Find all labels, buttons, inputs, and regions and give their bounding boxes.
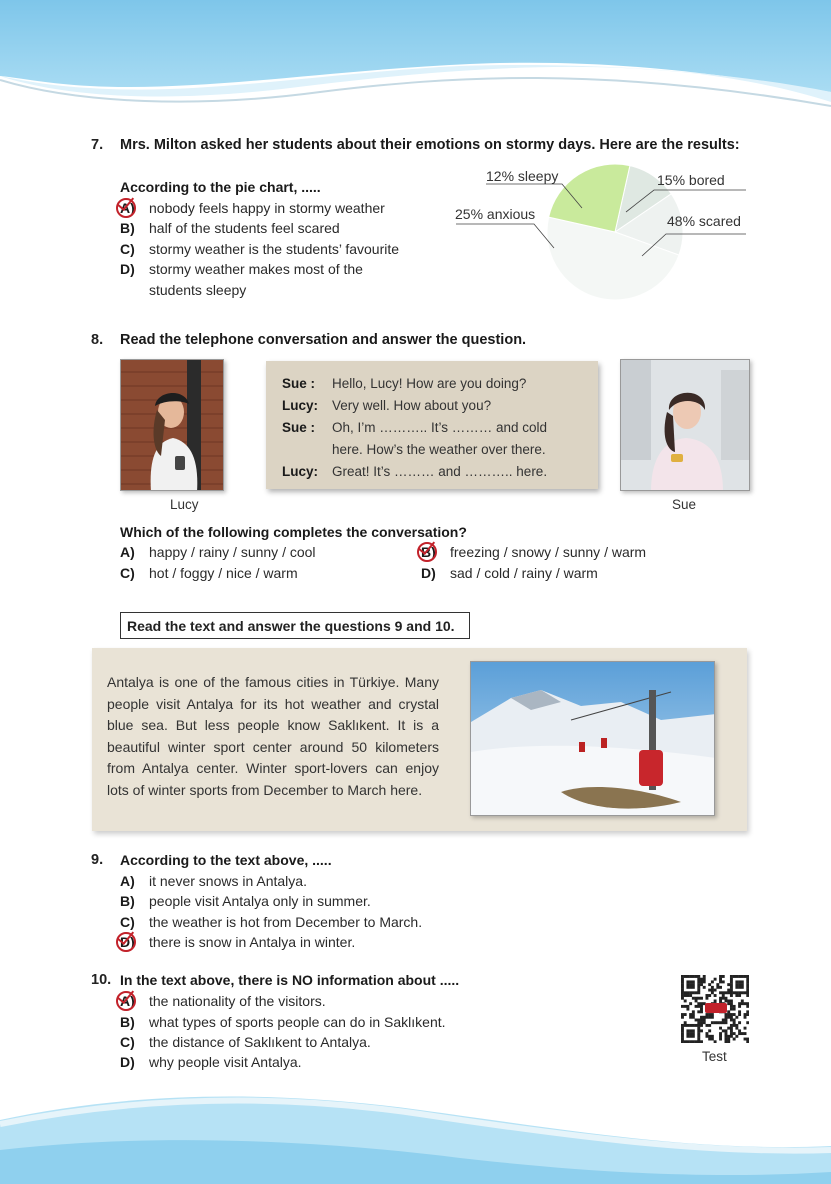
q7-option-a[interactable]	[120, 200, 385, 216]
option-text: the weather is hot from December to March.	[149, 914, 423, 930]
option-text: hot / foggy / nice / warm	[149, 565, 298, 581]
question-9-number: 9.	[91, 852, 104, 868]
conversation-line	[282, 395, 588, 417]
option-letter: D)	[421, 565, 436, 581]
option-letter: C)	[120, 241, 135, 257]
option-letter: B)	[120, 220, 135, 236]
q10-option-c[interactable]	[120, 1034, 371, 1050]
sue-photo	[620, 359, 750, 491]
option-letter: B)	[120, 893, 135, 909]
answer-check-mark-icon	[116, 991, 136, 1011]
conversation-line-continuation: here. How’s the weather over there.	[332, 442, 546, 457]
q9-option-d[interactable]	[120, 934, 355, 950]
option-letter: A)	[120, 873, 135, 889]
qr-code-label: Test	[702, 1049, 727, 1064]
answer-check-mark-icon	[116, 198, 136, 218]
option-letter: D)	[120, 1054, 135, 1070]
saklikent-ski-photo	[470, 661, 715, 816]
question-7-number: 7.	[91, 137, 104, 153]
lucy-caption: Lucy	[170, 497, 199, 512]
conversation-line	[282, 373, 588, 395]
q9-option-b[interactable]	[120, 893, 371, 909]
option-letter: B)	[421, 544, 436, 560]
footer-wave-decoration	[0, 1080, 831, 1184]
pie-label-scared: 48% scared	[667, 213, 741, 229]
line-text: Great! It’s ……… and ……….. here.	[332, 464, 548, 479]
option-text: people visit Antalya only in summer.	[149, 893, 371, 909]
option-letter: D)	[120, 934, 135, 950]
line-text: Very well. How about you?	[332, 398, 492, 413]
speaker-name: Lucy:	[282, 398, 319, 413]
option-text: nobody feels happy in stormy weather	[149, 200, 385, 216]
conversation-line	[282, 417, 588, 439]
option-letter: C)	[120, 1034, 135, 1050]
answer-check-mark-icon	[116, 932, 136, 952]
option-text: the nationality of the visitors.	[149, 993, 326, 1009]
sue-caption: Sue	[672, 497, 697, 512]
header-wave-decoration	[0, 0, 831, 125]
option-text: the distance of Saklıkent to Antalya.	[149, 1034, 371, 1050]
question-7-prompt: Mrs. Milton asked her students about their emotions on stormy days. Here are the results:	[120, 137, 740, 153]
q10-option-d[interactable]	[120, 1054, 302, 1070]
line-text: Oh, I’m ……….. It’s ……… and cold	[332, 420, 548, 435]
question-8-number: 8.	[91, 332, 104, 348]
option-text: there is snow in Antalya in winter.	[149, 934, 356, 950]
question-10-number: 10.	[91, 972, 112, 988]
option-letter: A)	[120, 544, 135, 560]
q7-option-d[interactable]	[120, 261, 363, 277]
option-text: why people visit Antalya.	[149, 1054, 302, 1070]
pie-label-sleepy: 12% sleepy	[486, 168, 559, 184]
option-text: half of the students feel scared	[149, 220, 340, 236]
pie-label-bored: 15% bored	[657, 172, 725, 188]
speaker-name: Sue :	[282, 376, 316, 391]
option-letter: C)	[120, 565, 135, 581]
q9-option-c[interactable]	[120, 914, 422, 930]
q8-option-d[interactable]	[421, 565, 598, 581]
q8-option-a[interactable]	[120, 544, 316, 560]
option-text: it never snows in Antalya.	[149, 873, 307, 889]
option-letter: A)	[120, 993, 135, 1009]
pie-leader-line-anxious	[456, 224, 554, 248]
option-letter: D)	[120, 261, 135, 277]
option-letter: B)	[120, 1014, 135, 1030]
option-text: stormy weather is the students’ favourite	[149, 241, 400, 257]
option-letter: C)	[120, 914, 135, 930]
line-text: Hello, Lucy! How are you doing?	[332, 376, 527, 391]
q7-option-b[interactable]	[120, 220, 340, 236]
speaker-name: Lucy:	[282, 464, 319, 479]
q10-option-b[interactable]	[120, 1014, 446, 1030]
qr-code-icon[interactable]	[681, 975, 749, 1043]
question-8-prompt: Read the telephone conversation and answer the question.	[120, 332, 527, 348]
telephone-conversation-box	[266, 361, 598, 489]
reading-instructions-label: Read the text and answer the questions 9 and 10.	[120, 612, 470, 639]
conversation-line	[282, 461, 588, 483]
option-text: freezing / snowy / sunny / warm	[450, 544, 647, 560]
answer-check-mark-icon	[417, 542, 437, 562]
option-text: stormy weather makes most of the	[149, 261, 363, 277]
q7-option-d-continuation: students sleepy	[149, 282, 247, 298]
q7-option-c[interactable]	[120, 241, 399, 257]
q9-option-a[interactable]	[120, 873, 307, 889]
question-9-stem: According to the text above, .....	[120, 852, 332, 868]
question-8-stem: Which of the following completes the conversation?	[120, 524, 467, 540]
option-text: what types of sports people can do in Saklıkent.	[149, 1014, 446, 1030]
speaker-name: Sue :	[282, 420, 316, 435]
reading-passage-text: Antalya is one of the famous cities in Türkiye. Many people visit Antalya for its hot weather and crystal blue sea. But less people know Saklıkent. It is a beautiful winter sport center around 50 kilometers from Antalya center. Winter sport-lovers can enjoy lots of winter sports from December to March here.	[107, 674, 439, 798]
question-7-stem: According to the pie chart, .....	[120, 179, 321, 195]
option-text: happy / rainy / sunny / cool	[149, 544, 316, 560]
q8-option-b[interactable]	[421, 544, 646, 560]
pie-label-anxious: 25% anxious	[455, 206, 536, 222]
q10-option-a[interactable]	[120, 993, 326, 1009]
option-letter: A)	[120, 200, 135, 216]
option-text: sad / cold / rainy / warm	[450, 565, 598, 581]
lucy-photo	[120, 359, 224, 491]
q8-option-c[interactable]	[120, 565, 298, 581]
question-10-stem: In the text above, there is NO information about .....	[120, 972, 460, 988]
